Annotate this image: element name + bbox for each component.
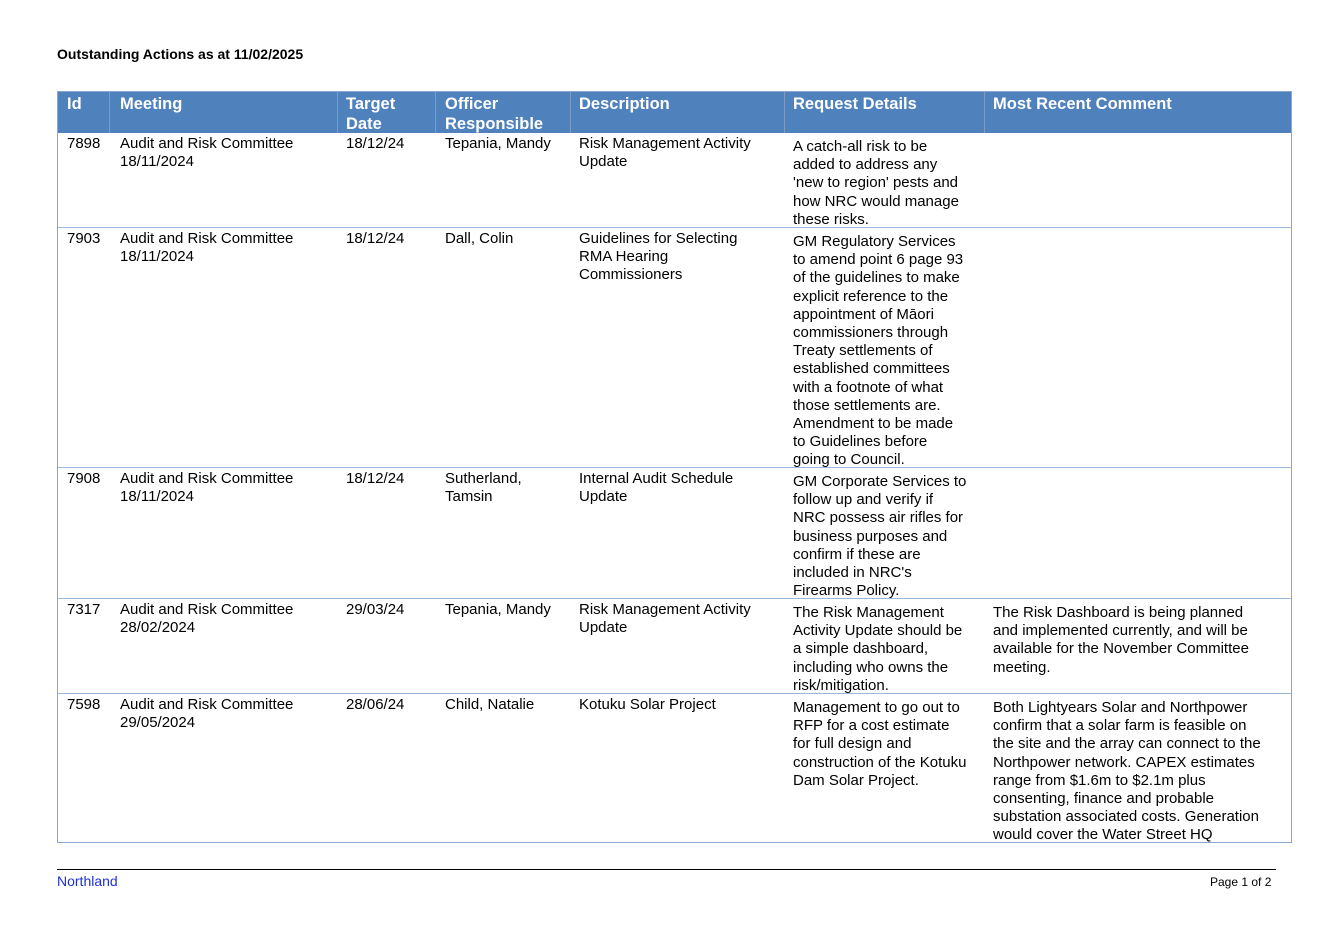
cell-meeting: Audit and Risk Committee 18/11/2024: [120, 230, 294, 266]
header-divider: [570, 92, 571, 133]
cell-request-details: The Risk Management Activity Update should be a simple dashboard, including who owns the risk/mitigation.: [793, 604, 963, 694]
cell-request-details: Management to go out to RFP for a cost estimate for full design and construction of the Kotuku Dam Solar Project.: [793, 699, 967, 789]
page-number: Page 1 of 2: [1210, 875, 1272, 889]
cell-meeting: Audit and Risk Committee 29/05/2024: [120, 696, 294, 732]
cell-id: 7903: [67, 230, 101, 247]
header-meeting: Meeting: [120, 95, 183, 113]
cell-meeting: Audit and Risk Committee 18/11/2024: [120, 135, 294, 171]
header-officer-line1: Officer: [445, 95, 499, 113]
cell-description: Kotuku Solar Project: [579, 696, 716, 713]
cell-description: Internal Audit Schedule Update: [579, 470, 734, 506]
cell-officer: Tepania, Mandy: [445, 135, 551, 152]
cell-officer: Sutherland, Tamsin: [445, 470, 522, 506]
cell-target-date: 29/03/24: [346, 601, 405, 618]
table-row: [58, 694, 1291, 842]
cell-request-details: GM Corporate Services to follow up and verify if NRC possess air rifles for business purposes and confirm if these are included in NRC's Firearms Policy.: [793, 473, 967, 600]
header-target-date-line1: Target: [346, 95, 396, 113]
cell-id: 7898: [67, 135, 101, 152]
table-row: [58, 133, 1291, 228]
header-divider: [337, 92, 338, 133]
cell-comment: Both Lightyears Solar and Northpower confirm that a solar farm is feasible on the site and the array can connect to the Northpower network. CAPEX estimates range from $1.6m to $2.1m plus consenting, finance and probable substation associated costs. Generation would cover the Water Street HQ: [993, 699, 1261, 844]
header-divider: [784, 92, 785, 133]
cell-id: 7598: [67, 696, 101, 713]
cell-officer: Dall, Colin: [445, 230, 514, 247]
outstanding-actions-table: [57, 91, 1292, 843]
cell-target-date: 18/12/24: [346, 470, 405, 487]
cell-comment: The Risk Dashboard is being planned and implemented currently, and will be available for the November Committee meeting.: [993, 604, 1249, 676]
cell-description: Risk Management Activity Update: [579, 135, 751, 171]
header-id: Id: [67, 95, 82, 113]
header-request-details: Request Details: [793, 95, 917, 113]
table-row: [58, 228, 1291, 468]
footer-organisation: Northland: [57, 873, 118, 889]
cell-meeting: Audit and Risk Committee 18/11/2024: [120, 470, 294, 506]
header-divider: [984, 92, 985, 133]
cell-request-details: GM Regulatory Services to amend point 6 page 93 of the guidelines to make explicit reference to the appointment of Māori commissioners through Treaty settlements of established committees with a footnote of what those settlements are. Amendment to be made to Guidelines before going to Council.: [793, 233, 964, 469]
header-target-date: [346, 94, 395, 134]
header-most-recent-comment: Most Recent Comment: [993, 95, 1172, 113]
header-officer-line2: Responsible: [445, 115, 544, 133]
cell-id: 7908: [67, 470, 101, 487]
header-description: Description: [579, 95, 670, 113]
cell-target-date: 18/12/24: [346, 230, 405, 247]
header-divider: [435, 92, 436, 133]
cell-request-details: A catch-all risk to be added to address any 'new to region' pests and how NRC would manage these risks.: [793, 138, 959, 228]
header-target-date-line2: Date: [346, 115, 382, 133]
cell-description: Guidelines for Selecting RMA Hearing Commissioners: [579, 230, 738, 284]
footer-rule: [57, 869, 1276, 870]
cell-description: Risk Management Activity Update: [579, 601, 751, 637]
page-title: Outstanding Actions as at 11/02/2025: [57, 46, 304, 62]
table-header: [58, 92, 1291, 133]
table-row: [58, 599, 1291, 694]
cell-target-date: 18/12/24: [346, 135, 405, 152]
cell-meeting: Audit and Risk Committee 28/02/2024: [120, 601, 294, 637]
cell-officer: Child, Natalie: [445, 696, 535, 713]
table-row: [58, 468, 1291, 599]
cell-officer: Tepania, Mandy: [445, 601, 551, 618]
cell-id: 7317: [67, 601, 101, 618]
cell-target-date: 28/06/24: [346, 696, 405, 713]
header-officer: [445, 94, 543, 134]
header-divider: [109, 92, 110, 133]
